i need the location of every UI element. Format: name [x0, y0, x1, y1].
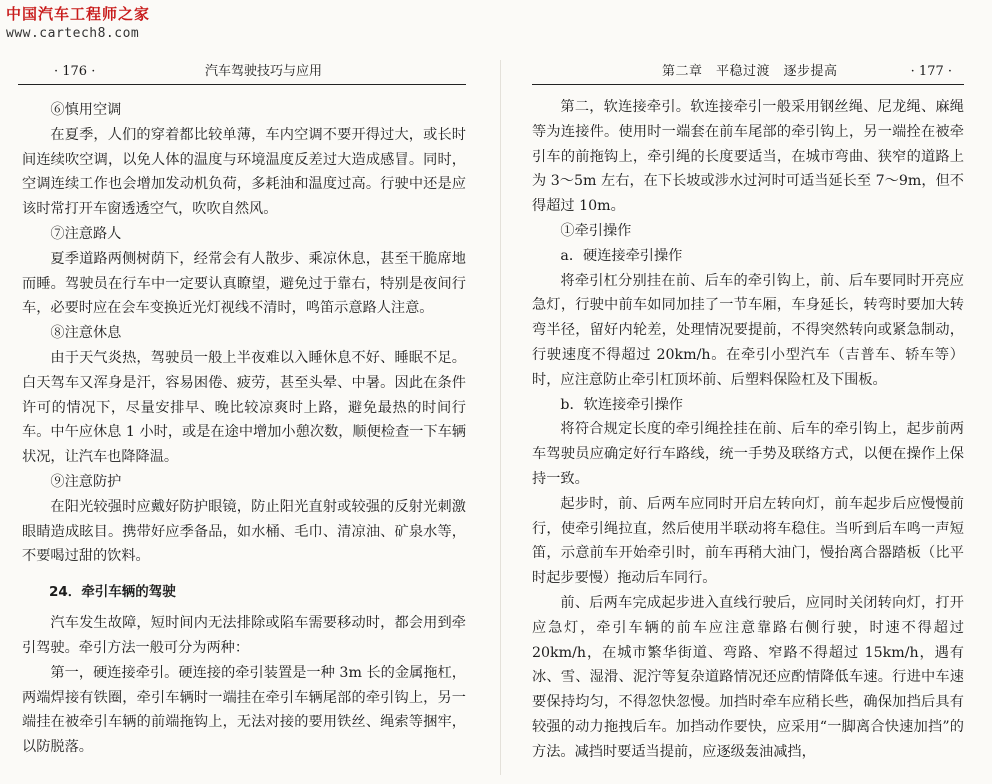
watermark — [6, 4, 150, 42]
paragraph: 前、后两车完成起步进入直线行驶后，应同时关闭转向灯，打开应急灯，牵引车辆的前车应注意靠路右侧行驶，时速不得超过 20km/h，在城市繁华街道、弯路、窄路不得超过 15km/h，遇有冰、雪、湿滑、泥泞等复杂道路情况还应酌情降低车速。行进中车速要保持均匀，不得忽快忽慢。加挡时牵车应稍长些，确保加挡后具有较强的动力拖拽后车。加挡动作要快，应采用“一脚离合快速加挡”的方法。减挡时要适当提前，应逐级轰油减挡， — [532, 594, 964, 760]
right-page-body — [532, 95, 964, 765]
paragraph: 夏季道路两侧树荫下，经常会有人散步、乘凉休息，甚至干脆席地而睡。驾驶员在行车中一定要认真瞭望，避免过于靠右，特别是夜间行车，必要时应在会车变换近光灯视线不清时，鸣笛示意路人注意。 — [22, 250, 466, 317]
watermark-url: www.cartech8.com — [6, 26, 140, 41]
book-spine — [500, 60, 501, 775]
subheading: ⑦注意路人 — [50, 225, 122, 242]
right-page-number: · 177 · — [910, 64, 952, 79]
paragraph: 汽车发生故障，短时间内无法排除或陷车需要移动时，都会用到牵引驾驶。牵引方法一般可分为两种： — [22, 615, 466, 656]
subheading: b．软连接牵引操作 — [560, 396, 683, 413]
subheading: ⑥慎用空调 — [50, 102, 122, 118]
left-page-number: · 176 · — [54, 64, 96, 79]
right-running-head — [532, 60, 964, 85]
paragraph: 在夏季，人们的穿着都比较单薄，车内空调不要开得过大，或长时间连续吹空调，以免人体的温度与环境温度反差过大造成感冒。同时，空调连续工作也会增加发动机负荷，多耗油和温度过高。行驶中还是应该时常打开车窗透透空气，吹吹自然风。 — [22, 126, 466, 218]
subheading: a．硬连接牵引操作 — [560, 247, 683, 264]
subheading: ⑧注意休息 — [50, 325, 122, 342]
paragraph: 第二，软连接牵引。软连接牵引一般采用钢丝绳、尼龙绳、麻绳等为连接件。使用时一端套在前车尾部的牵引钩上，另一端拴在被牵引车的前拖钩上，牵引绳的长度要适当，在城市弯曲、狭窄的道路上为 3～5m 左右，在下长坡或涉水过河时可适当延长至 7～9m，但不得超过 10m。 — [532, 99, 964, 215]
paragraph: 第一，硬连接牵引。硬连接的牵引装置是一种 3m 长的金属拖杠，两端焊接有铁圈，牵引车辆时一端挂在牵引车辆尾部的牵引钩上，另一端挂在被牵引车辆的前端拖钩上，无法对接的要用铁丝、绳索等捆牢，以防脱落。 — [22, 664, 466, 756]
section-heading: 24．牵引车辆的驾驶 — [49, 584, 176, 601]
left-running-title: 汽车驾驶技巧与应用 — [205, 64, 323, 79]
paragraph: 在阳光较强时应戴好防护眼镜，防止阳光直射或较强的反射光刺激眼睛造成眩目。携带好应季备品，如水桶、毛巾、清凉油、矿泉水等，不要喝过甜的饮料。 — [22, 498, 466, 565]
paragraph: 将牵引杠分别挂在前、后车的牵引钩上，前、后车要同时开亮应急灯，行驶中前车如同加挂了一节车厢，车身延长，转弯时要加大转弯半径，留好内轮差，处理情况要提前，不得突然转向或紧急制动，行驶速度不得超过 20km/h。在牵引小型汽车（吉普车、轿车等）时，应注意防止牵引杠顶坏前、后塑料保险杠及下围板。 — [532, 272, 964, 388]
watermark-title: 中国汽车工程师之家 — [6, 5, 151, 23]
left-page-body — [18, 98, 466, 760]
left-running-head — [18, 60, 466, 85]
right-page — [532, 60, 964, 775]
left-page — [18, 60, 466, 775]
paragraph: 起步时，前、后两车应同时开启左转向灯，前车起步后应慢慢前行，使牵引绳拉直，然后使用半联动将车稳住。当听到后车鸣一声短笛，示意前车开始牵引时，前车再稍大油门，慢抬离合器踏板（比平时起步要慢）拖动后车同行。 — [532, 495, 964, 587]
subheading: ①牵引操作 — [560, 222, 632, 239]
paragraph: 由于天气炎热，驾驶员一般上半夜难以入睡休息不好、睡眠不足。白天驾车又浑身是汗，容易困倦、疲劳，甚至头晕、中暑。因此在条件许可的情况下，尽量安排早、晚比较凉爽时上路，避免最热的时间行车。中午应休息 1 小时，或是在途中增加小憩次数，顺便检查一下车辆状况，让汽车也降降温。 — [22, 349, 466, 466]
paragraph: 将符合规定长度的牵引绳拴挂在前、后车的牵引钩上，起步前两车驾驶员应确定好行车路线，统一手势及联络方式，以便在操作上保持一致。 — [532, 421, 964, 487]
subheading: ⑨注意防护 — [50, 473, 122, 490]
right-running-title: 第二章 平稳过渡 逐步提高 — [662, 64, 838, 79]
